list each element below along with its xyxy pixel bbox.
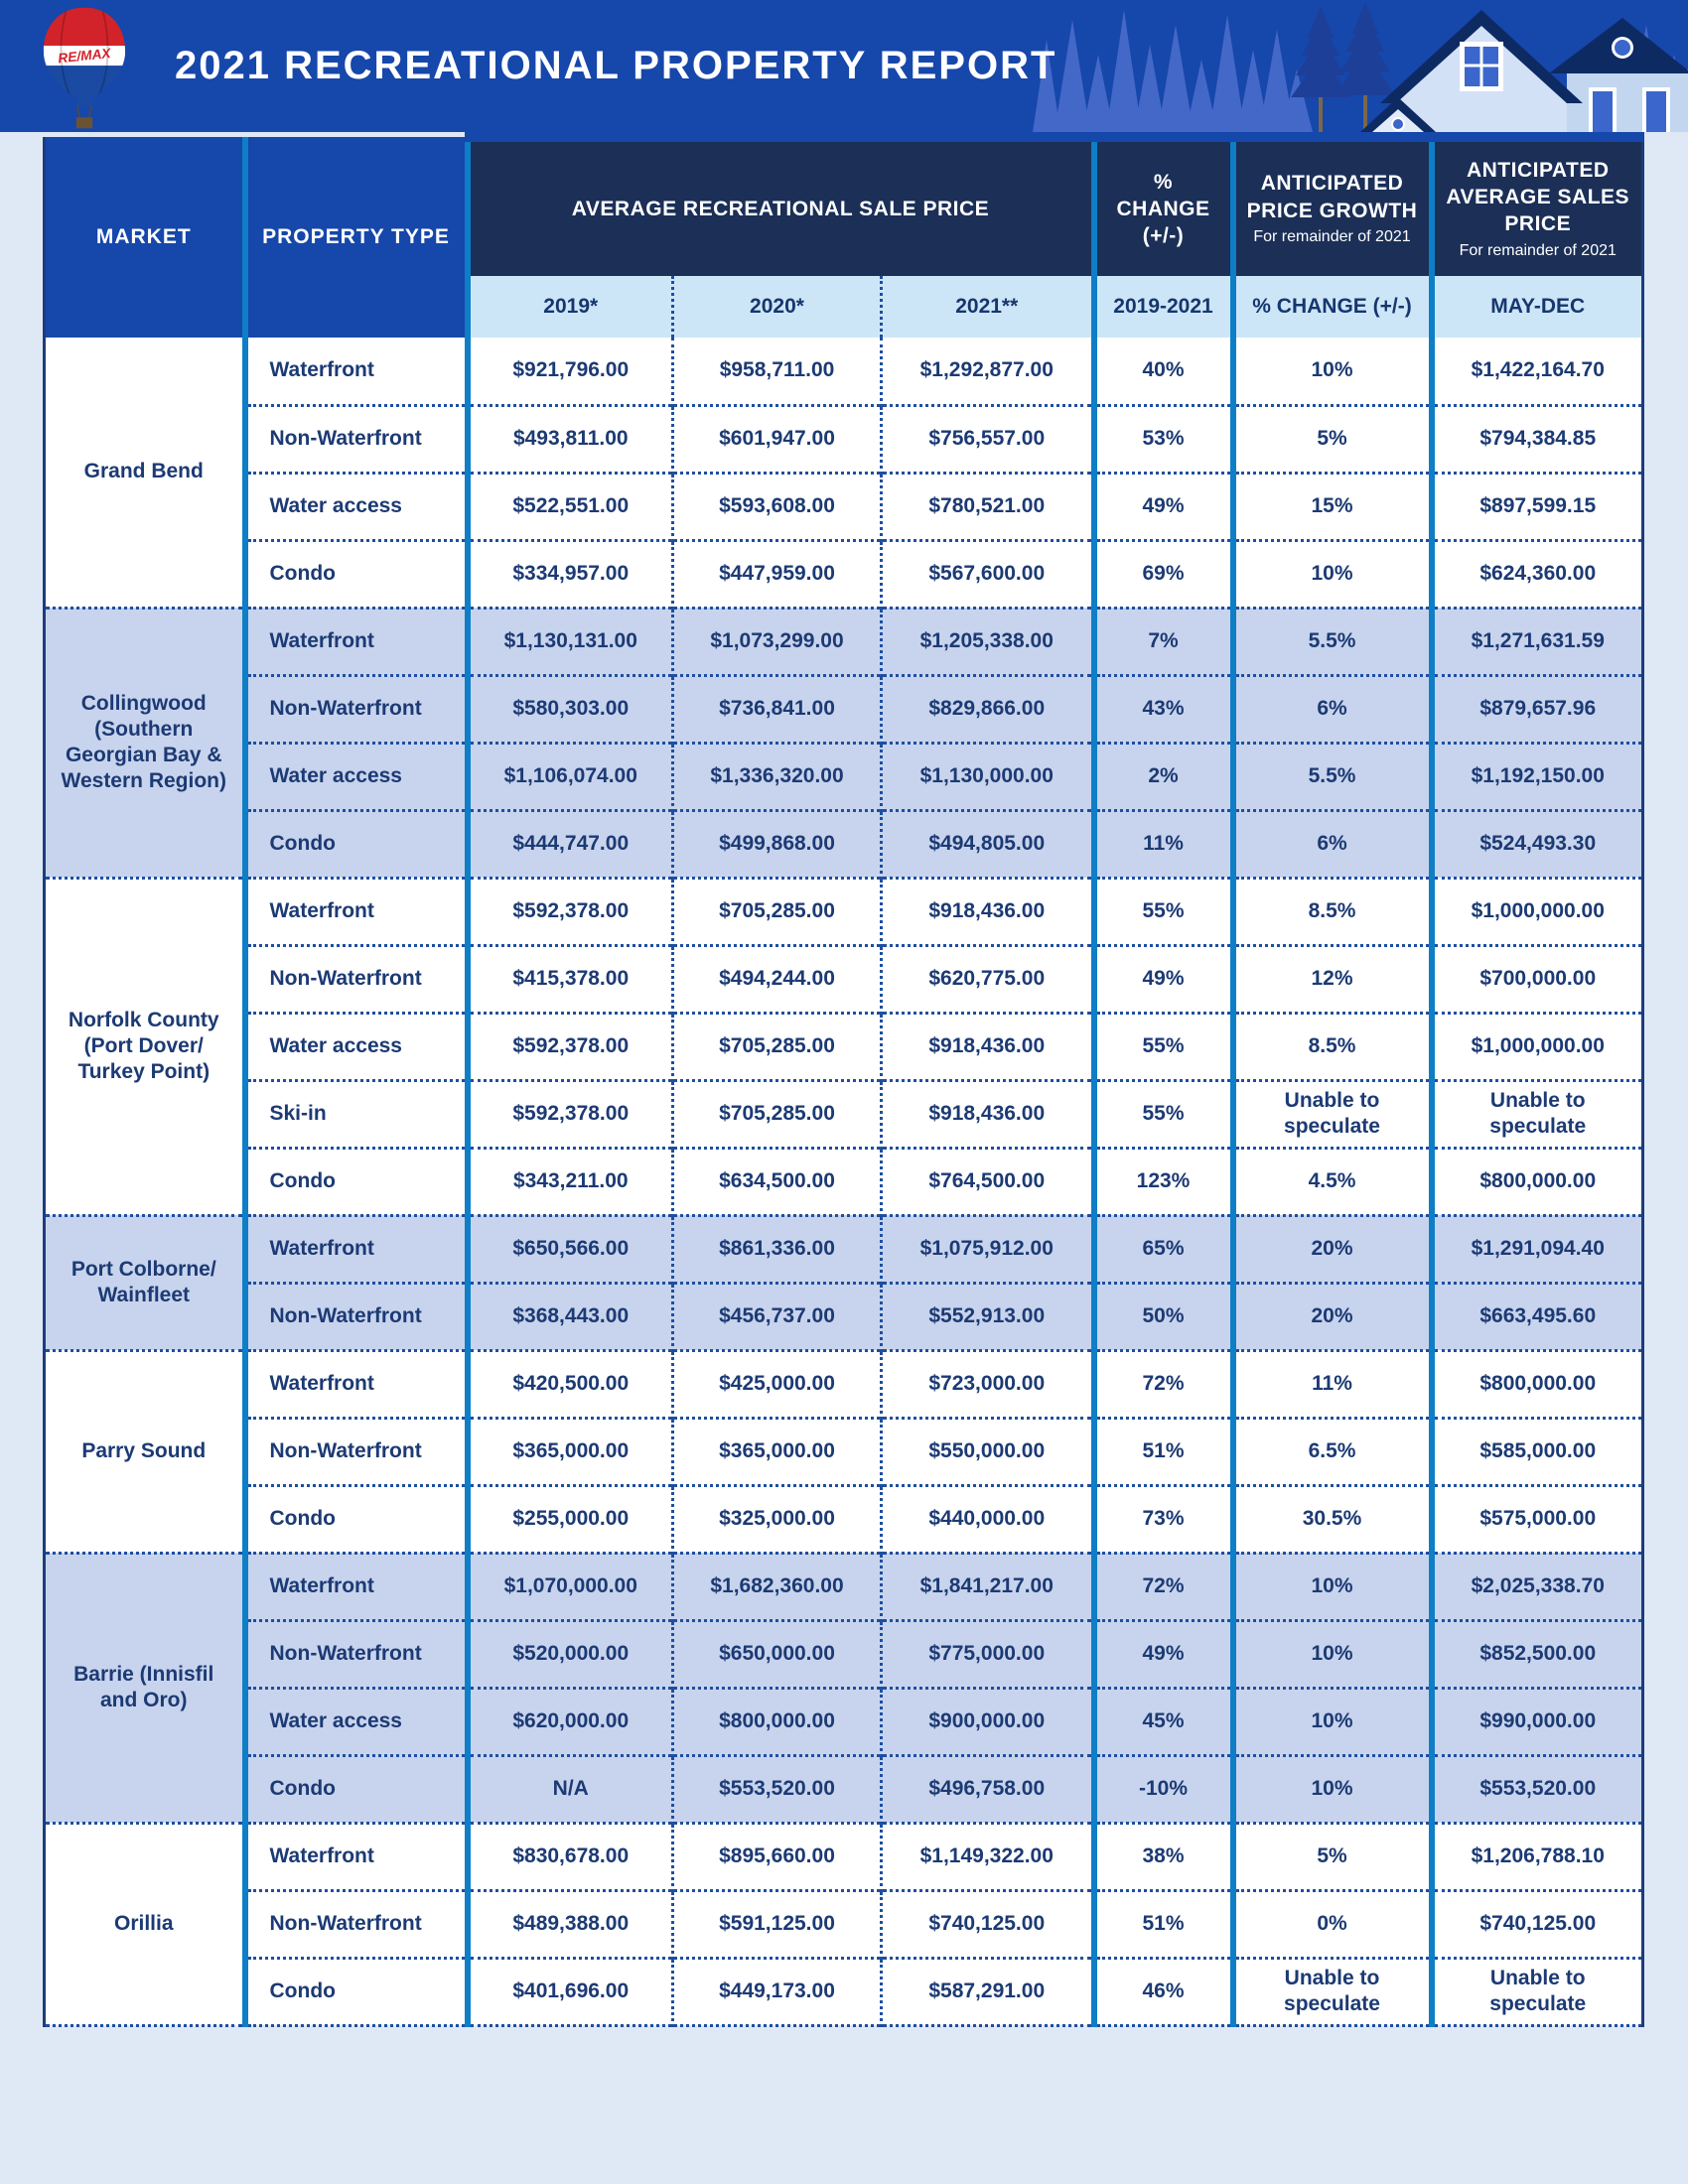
value-cell: $764,500.00 xyxy=(882,1148,1094,1215)
property-type-cell: Condo xyxy=(245,1148,468,1215)
value-cell: $852,500.00 xyxy=(1432,1620,1643,1688)
value-cell: $1,192,150.00 xyxy=(1432,743,1643,810)
property-type-cell: Non-Waterfront xyxy=(245,1890,468,1958)
page-title: 2021 RECREATIONAL PROPERTY REPORT xyxy=(175,44,1057,87)
market-cell: Collingwood (Southern Georgian Bay & Western Region) xyxy=(45,608,245,878)
value-cell: $1,073,299.00 xyxy=(673,608,882,675)
balloon-basket xyxy=(76,117,92,128)
value-cell: $255,000.00 xyxy=(468,1485,673,1553)
value-cell: $456,737.00 xyxy=(673,1283,882,1350)
value-cell: $524,493.30 xyxy=(1432,810,1643,878)
value-cell: 51% xyxy=(1094,1418,1233,1485)
value-cell: $1,271,631.59 xyxy=(1432,608,1643,675)
value-cell: $325,000.00 xyxy=(673,1485,882,1553)
value-cell: 12% xyxy=(1233,945,1432,1013)
property-type-cell: Waterfront xyxy=(245,338,468,405)
table-row xyxy=(45,1350,1643,1418)
column-header-market: MARKET xyxy=(45,137,245,338)
property-type-cell: Non-Waterfront xyxy=(245,945,468,1013)
property-report-table xyxy=(43,132,1644,2027)
value-cell: $736,841.00 xyxy=(673,675,882,743)
value-cell: $401,696.00 xyxy=(468,1958,673,2025)
value-cell: $897,599.15 xyxy=(1432,473,1643,540)
value-cell: 10% xyxy=(1233,1755,1432,1823)
property-type-cell: Water access xyxy=(245,1688,468,1755)
table-row xyxy=(45,1958,1643,2025)
balloon-brand-text: RE/MAX xyxy=(57,45,112,67)
value-cell: $800,000.00 xyxy=(1432,1148,1643,1215)
table-row xyxy=(45,1215,1643,1283)
table-row xyxy=(45,1755,1643,1823)
table-row xyxy=(45,878,1643,945)
subheader-growth-change: % CHANGE (+/-) xyxy=(1233,276,1432,338)
table-row xyxy=(45,338,1643,405)
value-cell: 49% xyxy=(1094,945,1233,1013)
value-cell: $958,711.00 xyxy=(673,338,882,405)
value-cell: $592,378.00 xyxy=(468,1013,673,1080)
value-cell: 7% xyxy=(1094,608,1233,675)
value-cell: Unable to speculate xyxy=(1233,1958,1432,2025)
value-cell: $650,000.00 xyxy=(673,1620,882,1688)
value-cell: $368,443.00 xyxy=(468,1283,673,1350)
value-cell: $879,657.96 xyxy=(1432,675,1643,743)
value-cell: 49% xyxy=(1094,473,1233,540)
value-cell: $800,000.00 xyxy=(1432,1350,1643,1418)
property-type-cell: Ski-in xyxy=(245,1080,468,1148)
value-cell: 72% xyxy=(1094,1350,1233,1418)
table-row xyxy=(45,945,1643,1013)
table-row xyxy=(45,608,1643,675)
property-type-cell: Waterfront xyxy=(245,1215,468,1283)
market-cell: Norfolk County (Port Dover/ Turkey Point) xyxy=(45,878,245,1215)
value-cell: $1,336,320.00 xyxy=(673,743,882,810)
value-cell: $420,500.00 xyxy=(468,1350,673,1418)
value-cell: 5% xyxy=(1233,1823,1432,1890)
value-cell: $740,125.00 xyxy=(882,1890,1094,1958)
value-cell: 4.5% xyxy=(1233,1148,1432,1215)
remax-balloon-logo xyxy=(26,4,143,131)
header-illustration xyxy=(1033,0,1688,132)
property-type-cell: Condo xyxy=(245,1958,468,2025)
value-cell: $663,495.60 xyxy=(1432,1283,1643,1350)
value-cell: $449,173.00 xyxy=(673,1958,882,2025)
value-cell: $499,868.00 xyxy=(673,810,882,878)
value-cell: 20% xyxy=(1233,1283,1432,1350)
value-cell: $580,303.00 xyxy=(468,675,673,743)
value-cell: $334,957.00 xyxy=(468,540,673,608)
value-cell: $415,378.00 xyxy=(468,945,673,1013)
value-cell: 55% xyxy=(1094,1080,1233,1148)
value-cell: 40% xyxy=(1094,338,1233,405)
value-cell: 53% xyxy=(1094,405,1233,473)
value-cell: 20% xyxy=(1233,1215,1432,1283)
value-cell: 6% xyxy=(1233,810,1432,878)
header-row-groups xyxy=(45,137,1643,276)
value-cell: 8.5% xyxy=(1233,878,1432,945)
value-cell: 11% xyxy=(1233,1350,1432,1418)
value-cell: $794,384.85 xyxy=(1432,405,1643,473)
subheader-2020: 2020* xyxy=(673,276,882,338)
value-cell: $593,608.00 xyxy=(673,473,882,540)
value-cell: $2,025,338.70 xyxy=(1432,1553,1643,1620)
value-cell: $440,000.00 xyxy=(882,1485,1094,1553)
value-cell: $592,378.00 xyxy=(468,878,673,945)
table-row xyxy=(45,1688,1643,1755)
property-type-cell: Condo xyxy=(245,810,468,878)
column-header-pct-change: % CHANGE (+/-) xyxy=(1094,137,1233,276)
value-cell: $1,206,788.10 xyxy=(1432,1823,1643,1890)
value-cell: 10% xyxy=(1233,1688,1432,1755)
value-cell: $1,149,322.00 xyxy=(882,1823,1094,1890)
property-type-cell: Non-Waterfront xyxy=(245,405,468,473)
table-row xyxy=(45,1553,1643,1620)
table-row xyxy=(45,540,1643,608)
value-cell: $425,000.00 xyxy=(673,1350,882,1418)
property-type-cell: Water access xyxy=(245,743,468,810)
value-cell: $634,500.00 xyxy=(673,1148,882,1215)
value-cell: $705,285.00 xyxy=(673,1013,882,1080)
table-row xyxy=(45,1283,1643,1350)
value-cell: $861,336.00 xyxy=(673,1215,882,1283)
value-cell: $520,000.00 xyxy=(468,1620,673,1688)
property-type-cell: Waterfront xyxy=(245,1350,468,1418)
table-body xyxy=(45,338,1643,2025)
subheader-change-period: 2019-2021 xyxy=(1094,276,1233,338)
value-cell: $601,947.00 xyxy=(673,405,882,473)
market-cell: Parry Sound xyxy=(45,1350,245,1553)
value-cell: $1,291,094.40 xyxy=(1432,1215,1643,1283)
value-cell: $365,000.00 xyxy=(673,1418,882,1485)
value-cell: $918,436.00 xyxy=(882,1080,1094,1148)
value-cell: $990,000.00 xyxy=(1432,1688,1643,1755)
value-cell: $756,557.00 xyxy=(882,405,1094,473)
property-type-cell: Waterfront xyxy=(245,1553,468,1620)
value-cell: 5% xyxy=(1233,405,1432,473)
table-row xyxy=(45,1013,1643,1080)
value-cell: 10% xyxy=(1233,1620,1432,1688)
value-cell: -10% xyxy=(1094,1755,1233,1823)
price-growth-label: ANTICIPATED PRICE GROWTH xyxy=(1246,172,1418,222)
value-cell: 72% xyxy=(1094,1553,1233,1620)
value-cell: $740,125.00 xyxy=(1432,1890,1643,1958)
value-cell: $921,796.00 xyxy=(468,338,673,405)
table-row xyxy=(45,1620,1643,1688)
property-type-cell: Condo xyxy=(245,1755,468,1823)
value-cell: $592,378.00 xyxy=(468,1080,673,1148)
value-cell: $620,000.00 xyxy=(468,1688,673,1755)
value-cell: 38% xyxy=(1094,1823,1233,1890)
market-cell: Barrie (Innisfil and Oro) xyxy=(45,1553,245,1823)
value-cell: 2% xyxy=(1094,743,1233,810)
value-cell: $620,775.00 xyxy=(882,945,1094,1013)
value-cell: 73% xyxy=(1094,1485,1233,1553)
value-cell: $1,070,000.00 xyxy=(468,1553,673,1620)
value-cell: $1,292,877.00 xyxy=(882,338,1094,405)
value-cell: $800,000.00 xyxy=(673,1688,882,1755)
table-row xyxy=(45,810,1643,878)
value-cell: 65% xyxy=(1094,1215,1233,1283)
market-cell: Orillia xyxy=(45,1823,245,2025)
value-cell: $780,521.00 xyxy=(882,473,1094,540)
value-cell: $918,436.00 xyxy=(882,878,1094,945)
value-cell: Unable to speculate xyxy=(1432,1080,1643,1148)
table-row xyxy=(45,1485,1643,1553)
value-cell: $1,841,217.00 xyxy=(882,1553,1094,1620)
value-cell: $829,866.00 xyxy=(882,675,1094,743)
value-cell: $1,205,338.00 xyxy=(882,608,1094,675)
property-type-cell: Non-Waterfront xyxy=(245,1418,468,1485)
value-cell: $705,285.00 xyxy=(673,878,882,945)
avg-sales-price-note: For remainder of 2021 xyxy=(1459,241,1617,259)
table-row xyxy=(45,1080,1643,1148)
value-cell: $587,291.00 xyxy=(882,1958,1094,2025)
value-cell: $522,551.00 xyxy=(468,473,673,540)
property-type-cell: Non-Waterfront xyxy=(245,1283,468,1350)
value-cell: $447,959.00 xyxy=(673,540,882,608)
value-cell: $1,130,000.00 xyxy=(882,743,1094,810)
property-type-cell: Waterfront xyxy=(245,878,468,945)
property-type-cell: Condo xyxy=(245,1485,468,1553)
market-cell: Port Colborne/ Wainfleet xyxy=(45,1215,245,1350)
table-row xyxy=(45,1148,1643,1215)
column-header-price-growth xyxy=(1233,137,1432,276)
header-band xyxy=(0,0,1688,132)
subheader-2021: 2021** xyxy=(882,276,1094,338)
value-cell: $624,360.00 xyxy=(1432,540,1643,608)
value-cell: $567,600.00 xyxy=(882,540,1094,608)
value-cell: $489,388.00 xyxy=(468,1890,673,1958)
column-header-property-type: PROPERTY TYPE xyxy=(245,137,468,338)
value-cell: 43% xyxy=(1094,675,1233,743)
value-cell: $444,747.00 xyxy=(468,810,673,878)
value-cell: $494,244.00 xyxy=(673,945,882,1013)
subheader-may-dec: MAY-DEC xyxy=(1432,276,1643,338)
value-cell: 6.5% xyxy=(1233,1418,1432,1485)
value-cell: $650,566.00 xyxy=(468,1215,673,1283)
value-cell: 45% xyxy=(1094,1688,1233,1755)
value-cell: N/A xyxy=(468,1755,673,1823)
value-cell: $900,000.00 xyxy=(882,1688,1094,1755)
value-cell: $493,811.00 xyxy=(468,405,673,473)
subheader-2019: 2019* xyxy=(468,276,673,338)
value-cell: 30.5% xyxy=(1233,1485,1432,1553)
value-cell: $1,682,360.00 xyxy=(673,1553,882,1620)
column-header-avg-sales-price xyxy=(1432,137,1643,276)
table-header xyxy=(45,137,1643,338)
value-cell: 0% xyxy=(1233,1890,1432,1958)
value-cell: $1,000,000.00 xyxy=(1432,1013,1643,1080)
value-cell: $496,758.00 xyxy=(882,1755,1094,1823)
value-cell: $553,520.00 xyxy=(1432,1755,1643,1823)
column-header-avg-sale-price: AVERAGE RECREATIONAL SALE PRICE xyxy=(468,137,1094,276)
table-row xyxy=(45,1890,1643,1958)
value-cell: 55% xyxy=(1094,1013,1233,1080)
value-cell: 6% xyxy=(1233,675,1432,743)
property-type-cell: Waterfront xyxy=(245,608,468,675)
value-cell: 8.5% xyxy=(1233,1013,1432,1080)
value-cell: $343,211.00 xyxy=(468,1148,673,1215)
table-row xyxy=(45,1823,1643,1890)
value-cell: $552,913.00 xyxy=(882,1283,1094,1350)
value-cell: $494,805.00 xyxy=(882,810,1094,878)
value-cell: 123% xyxy=(1094,1148,1233,1215)
value-cell: 10% xyxy=(1233,338,1432,405)
property-type-cell: Waterfront xyxy=(245,1823,468,1890)
value-cell: $700,000.00 xyxy=(1432,945,1643,1013)
value-cell: $830,678.00 xyxy=(468,1823,673,1890)
value-cell: $1,422,164.70 xyxy=(1432,338,1643,405)
value-cell: $723,000.00 xyxy=(882,1350,1094,1418)
property-type-cell: Condo xyxy=(245,540,468,608)
value-cell: $575,000.00 xyxy=(1432,1485,1643,1553)
value-cell: $1,130,131.00 xyxy=(468,608,673,675)
value-cell: 55% xyxy=(1094,878,1233,945)
table-row xyxy=(45,675,1643,743)
value-cell: 46% xyxy=(1094,1958,1233,2025)
value-cell: $553,520.00 xyxy=(673,1755,882,1823)
value-cell: $550,000.00 xyxy=(882,1418,1094,1485)
table-row xyxy=(45,1418,1643,1485)
value-cell: $918,436.00 xyxy=(882,1013,1094,1080)
table-row xyxy=(45,743,1643,810)
property-type-cell: Water access xyxy=(245,1013,468,1080)
value-cell: $585,000.00 xyxy=(1432,1418,1643,1485)
property-type-cell: Non-Waterfront xyxy=(245,675,468,743)
value-cell: 11% xyxy=(1094,810,1233,878)
value-cell: Unable to speculate xyxy=(1432,1958,1643,2025)
value-cell: Unable to speculate xyxy=(1233,1080,1432,1148)
table-row xyxy=(45,405,1643,473)
value-cell: 51% xyxy=(1094,1890,1233,1958)
table-row xyxy=(45,473,1643,540)
property-type-cell: Non-Waterfront xyxy=(245,1620,468,1688)
value-cell: $1,106,074.00 xyxy=(468,743,673,810)
value-cell: $705,285.00 xyxy=(673,1080,882,1148)
value-cell: 69% xyxy=(1094,540,1233,608)
value-cell: 10% xyxy=(1233,1553,1432,1620)
value-cell: $775,000.00 xyxy=(882,1620,1094,1688)
value-cell: $895,660.00 xyxy=(673,1823,882,1890)
value-cell: 50% xyxy=(1094,1283,1233,1350)
value-cell: 49% xyxy=(1094,1620,1233,1688)
value-cell: 10% xyxy=(1233,540,1432,608)
value-cell: 5.5% xyxy=(1233,608,1432,675)
price-growth-note: For remainder of 2021 xyxy=(1253,227,1411,245)
market-cell: Grand Bend xyxy=(45,338,245,608)
house-illustration xyxy=(1360,10,1688,132)
value-cell: $365,000.00 xyxy=(468,1418,673,1485)
property-type-cell: Water access xyxy=(245,473,468,540)
avg-sales-price-label: ANTICIPATED AVERAGE SALES PRICE xyxy=(1446,158,1630,236)
value-cell: $1,075,912.00 xyxy=(882,1215,1094,1283)
value-cell: $591,125.00 xyxy=(673,1890,882,1958)
value-cell: 15% xyxy=(1233,473,1432,540)
value-cell: 5.5% xyxy=(1233,743,1432,810)
value-cell: $1,000,000.00 xyxy=(1432,878,1643,945)
